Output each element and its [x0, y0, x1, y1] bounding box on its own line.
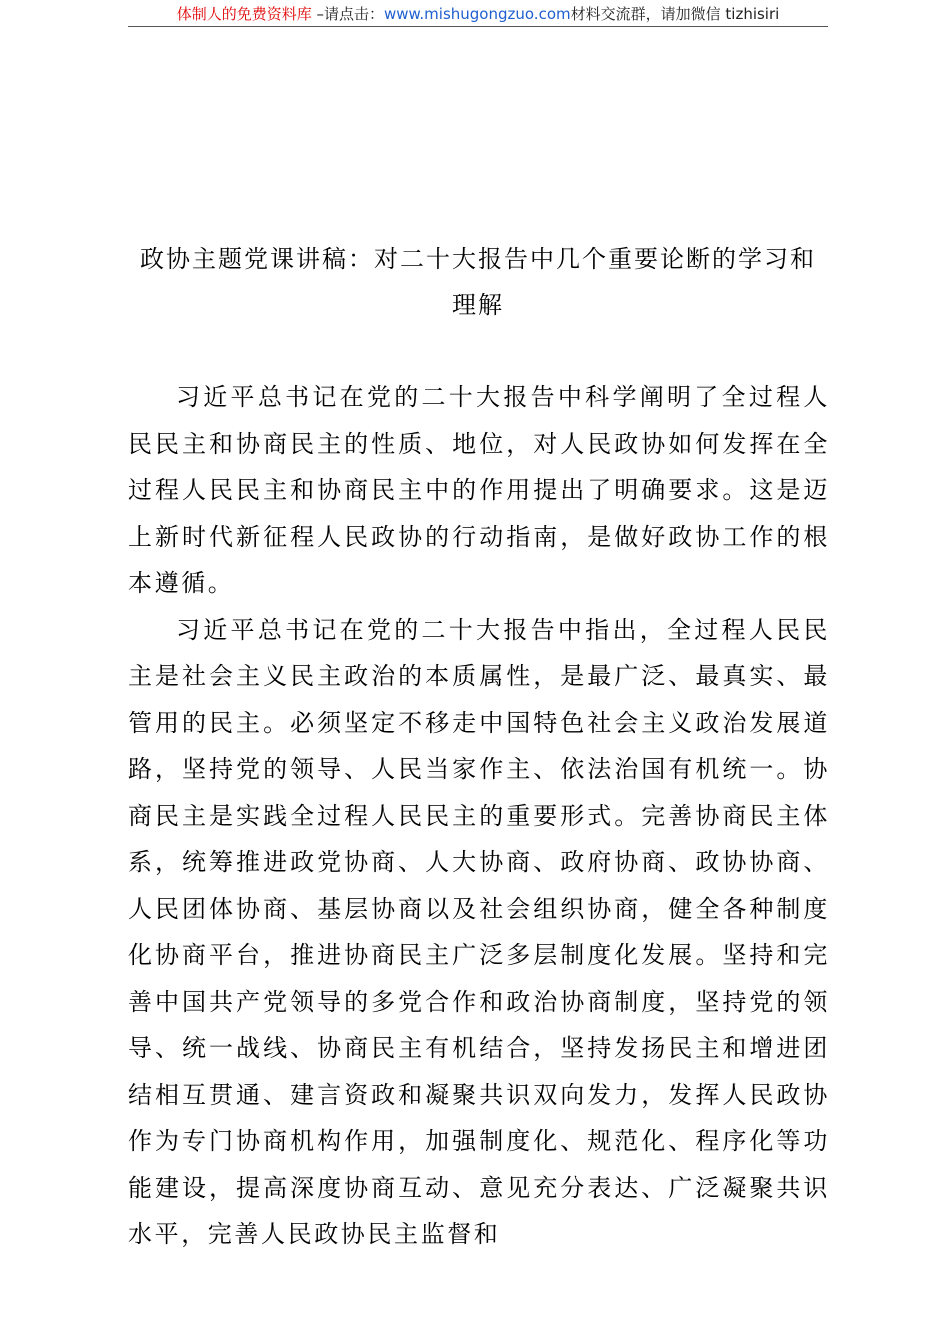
paragraph: 习近平总书记在党的二十大报告中指出，全过程人民民主是社会主义民主政治的本质属性，是最广泛、最真实、最管用的民主。必须坚定不移走中国特色社会主义政治发展道路，坚持党的领导、人民当家作主、依法治国有机统一。协商民主是实践全过程人民民主的重要形式。完善协商民主体系，统筹推进政党协商、人大协商、政府协商、政协协商、人民团体协商、基层协商以及社会组织协商，健全各种制度化协商平台，推进协商民主广泛多层制度化发展。坚持和完善中国共产党领导的多党合作和政治协商制度，坚持党的领导、统一战线、协商民主有机结合，坚持发扬民主和增进团结相互贯通、建言资政和凝聚共识双向发力，发挥人民政协作为专门协商机构作用，加强制度化、规范化、程序化等功能建设，提高深度协商互动、意见充分表达、广泛凝聚共识水平，完善人民政协民主监督和	[128, 615, 830, 1248]
header-note: 材料交流群，请加微信 tizhisiri	[570, 5, 780, 23]
document-body	[128, 374, 830, 1258]
document-title: 政协主题党课讲稿：对二十大报告中几个重要论断的学习和理解	[140, 245, 816, 319]
header-prompt: –请点击：	[311, 5, 384, 23]
paragraph: 习近平总书记在党的二十大报告中科学阐明了全过程人民民主和协商民主的性质、地位，对人民政协如何发挥在全过程人民民主和协商民主中的作用提出了明确要求。这是迈上新时代新征程人民政协的行动指南，是做好政协工作的根本遵循。	[128, 383, 830, 597]
header-divider	[128, 26, 828, 27]
header-site-name: 体制人的免费资料库	[176, 5, 312, 23]
page-header	[128, 4, 828, 26]
header-url-link[interactable]: www.mishugongzuo.com	[383, 5, 571, 23]
